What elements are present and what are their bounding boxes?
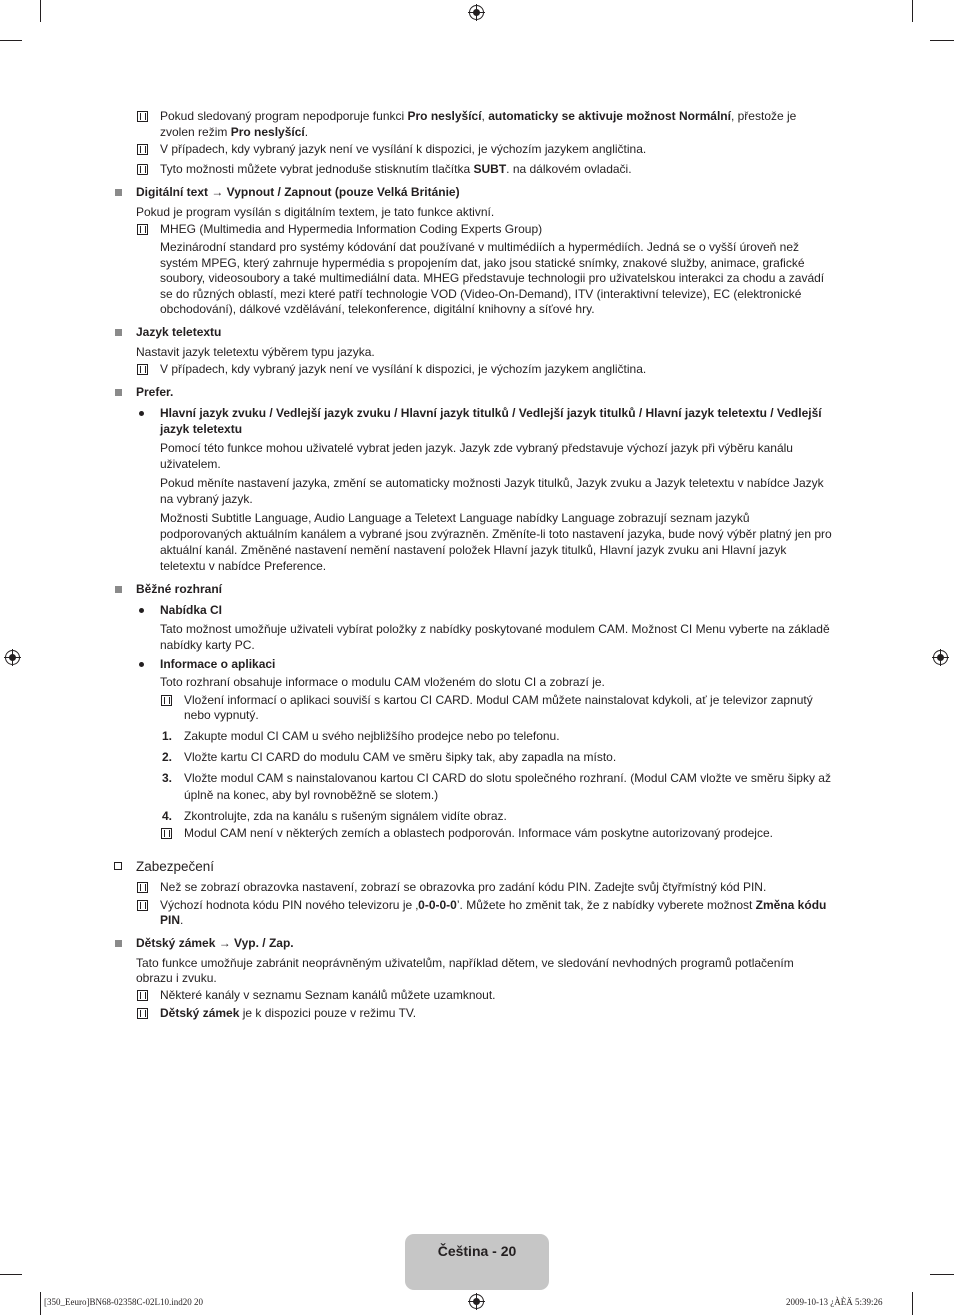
note-text: Některé kanály v seznamu Seznam kanálů můžete uzamknout. <box>160 988 496 1002</box>
note-text: nebo vypnutý. <box>184 708 259 722</box>
paragraph: na vybraný jazyk. <box>160 492 253 506</box>
checkbox-bullet-icon <box>114 862 122 870</box>
note-icon <box>161 695 172 706</box>
paragraph: Pomocí této funkce mohou uživatelé vybrat jeden jazyk. Jazyk zde vybraný představuje výchozí jazyk při výběru kanálu <box>160 441 793 455</box>
note-text: systém MPEG, který zahrnuje hypermédia s propojením dat, jako jsou statické snímky, znakové služby, animace, grafické <box>160 256 805 270</box>
note-icon <box>137 1008 148 1019</box>
paragraph: Toto rozhraní obsahuje informace o modulu CAM vloženém do slotu CI a zobrazí je. <box>160 675 605 689</box>
note-icon <box>137 144 148 155</box>
crop-mark <box>912 1292 913 1315</box>
note-icon <box>161 828 172 839</box>
note-icon <box>137 364 148 375</box>
registration-mark-icon <box>932 649 949 666</box>
section-bullet-icon <box>115 189 122 196</box>
note-text: Vložení informací o aplikaci souviší s kartou CI CARD. Modul CAM můžete nainstalovat kdykoli, ať je televizor zapnutý <box>184 693 813 707</box>
paragraph: podporovaných aktuálním kanálem a vybrané jsou zvýrazněn. Změníte-li toto nastavení jazyka, bude nový výběr platný jen pro <box>160 527 832 541</box>
bullet-dot-icon <box>139 662 144 667</box>
remote-note-icon <box>137 164 148 175</box>
step-text: Zkontrolujte, zda na kanálu s rušeným signálem vidíte obraz. <box>184 809 507 823</box>
section-heading: Jazyk teletextu <box>136 325 222 339</box>
section-heading: Dětský zámek → Vyp. / Zap. <box>136 936 294 950</box>
note-text: zvolen režim Pro neslyšící. <box>160 125 309 139</box>
section-body: Nastavit jazyk teletextu výběrem typu jazyka. <box>136 345 375 359</box>
crop-mark <box>930 1274 954 1275</box>
registration-mark-icon <box>468 1293 485 1310</box>
section-heading: Prefer. <box>136 385 174 399</box>
page-number: Čeština - 20 <box>437 1243 517 1259</box>
section-bullet-icon <box>115 389 122 396</box>
step-number: 2. <box>162 750 173 764</box>
note-text: Tyto možnosti můžete vybrat jednoduše stisknutím tlačítka SUBT. na dálkovém ovladači. <box>160 162 632 176</box>
paragraph: teletextu v nabídce Preference. <box>160 559 327 573</box>
note-icon <box>137 111 148 122</box>
note-text: PIN. <box>160 913 184 927</box>
note-text: obchodování), dálkové vzdělávání, telekonference, digitální knihovny a síťové hry. <box>160 302 595 316</box>
chapter-heading: Zabezpečení <box>136 859 215 874</box>
section-body: Tato funkce umožňuje zabránit neoprávněným uživatelům, například dětem, ve sledování nevhodných programů potlačením <box>136 956 794 970</box>
section-bullet-icon <box>115 940 122 947</box>
note-text: se do různých oblastí, mezi které patří technologie VOD (Video-On-Demand), ITV (interaktivní televize), EC (elektronické <box>160 287 802 301</box>
bullet-title: Hlavní jazyk zvuku / Vedlejší jazyk zvuku / Hlavní jazyk titulků / Vedlejší jazyk titulků / Hlavní jazyk teletextu / Vedlejší <box>160 406 822 420</box>
print-slug-right: 2009-10-13 ¿ÀÈÄ 5:39:26 <box>786 1297 883 1307</box>
note-text: Modul CAM není v některých zemích a oblastech podporován. Informace vám poskytne autorizovaný prodejce. <box>184 826 773 840</box>
bullet-title: Informace o aplikaci <box>160 657 276 671</box>
note-text: V případech, kdy vybraný jazyk není ve vysílání k dispozici, je výchozím jazykem angličtina. <box>160 142 647 156</box>
crop-mark <box>40 0 41 22</box>
crop-mark <box>930 40 954 41</box>
section-heading: Běžné rozhraní <box>136 582 223 596</box>
bullet-dot-icon <box>139 608 144 613</box>
step-text: úplně na konec, aby byl rovnoběžně se slotem.) <box>184 788 439 802</box>
note-title: MHEG (Multimedia and Hypermedia Information Coding Experts Group) <box>160 222 543 236</box>
step-number: 3. <box>162 771 173 785</box>
note-icon <box>137 882 148 893</box>
paragraph: nabídky karty PC. <box>160 638 255 652</box>
note-text: Pokud sledovaný program nepodporuje funkci Pro neslyšící, automaticky se aktivuje možnost Normální, přestože je <box>160 109 797 123</box>
paragraph: Pokud měníte nastavení jazyka, změní se automaticky možnosti Jazyk titulků, Jazyk zvuku a Jazyk teletextu v nabídce Jazyk <box>160 476 824 490</box>
note-icon <box>137 990 148 1001</box>
note-text: soubory, videosoubory a také multimediální data. MHEG představuje technologii pro uživatelskou interakci za chodu a zavádí <box>160 271 825 285</box>
step-number: 4. <box>162 809 173 823</box>
bullet-title: Nabídka CI <box>160 603 223 617</box>
paragraph: uživatelem. <box>160 457 221 471</box>
section-heading: Digitální text → Vypnout / Zapnout (pouze Velká Británie) <box>136 185 460 199</box>
step-text: Vložte modul CAM s nainstalovanou kartou CI CARD do slotu společného rozhraní. (Modul CAM vložte ve směru šipky až <box>184 771 831 785</box>
registration-mark-icon <box>4 649 21 666</box>
note-text: Výchozí hodnota kódu PIN nového televizoru je ‚0-0-0-0’. Můžete ho změnit tak, že z nabídky vyberete možnost Změna kódu <box>160 898 827 912</box>
note-text: Mezinárodní standard pro systémy kódování dat používané v multimédiích a hypermédiích. Jedná se o vyšší úroveň než <box>160 240 799 254</box>
step-text: Vložte kartu CI CARD do modulu CAM ve směru šipky tak, aby zapadla na místo. <box>184 750 617 764</box>
crop-mark <box>0 40 22 41</box>
section-body: obrazu i zvuku. <box>136 971 217 985</box>
crop-mark <box>40 1292 41 1315</box>
bullet-dot-icon <box>139 411 144 416</box>
section-body: Pokud je program vysílán s digitálním textem, je tato funkce aktivní. <box>136 205 495 219</box>
step-number: 1. <box>162 729 173 743</box>
paragraph: Možnosti Subtitle Language, Audio Language a Teletext Language nabídky Language zobrazují seznam jazyků <box>160 511 750 525</box>
note-text: Dětský zámek je k dispozici pouze v režimu TV. <box>160 1006 417 1020</box>
print-slug-left: [350_Eeuro]BN68-02358C-02L10.ind20 20 <box>44 1297 203 1307</box>
registration-mark-icon <box>468 4 485 21</box>
crop-mark <box>0 1274 22 1275</box>
paragraph: aktuální kanál. Změněné nastavení nemění nastavení položek Hlavní jazyk titulků, Hlavní jazyk zvuku ani Hlavní jazyk <box>160 543 787 557</box>
section-bullet-icon <box>115 586 122 593</box>
paragraph: Tato možnost umožňuje uživateli vybírat položky z nabídky poskytované modulem CAM. Možnost CI Menu vyberte na základě <box>160 622 830 636</box>
note-icon <box>137 900 148 911</box>
note-icon <box>137 224 148 235</box>
section-bullet-icon <box>115 329 122 336</box>
bullet-title: jazyk teletextu <box>160 422 243 436</box>
step-text: Zakupte modul CI CAM u svého nejbližšího prodejce nebo po telefonu. <box>184 729 560 743</box>
note-text: Než se zobrazí obrazovka nastavení, zobrazí se obrazovka pro zadání kódu PIN. Zadejte svůj čtyřmístný kód PIN. <box>160 880 767 894</box>
note-text: V případech, kdy vybraný jazyk není ve vysílání k dispozici, je výchozím jazykem angličtina. <box>160 362 647 376</box>
crop-mark <box>912 0 913 22</box>
